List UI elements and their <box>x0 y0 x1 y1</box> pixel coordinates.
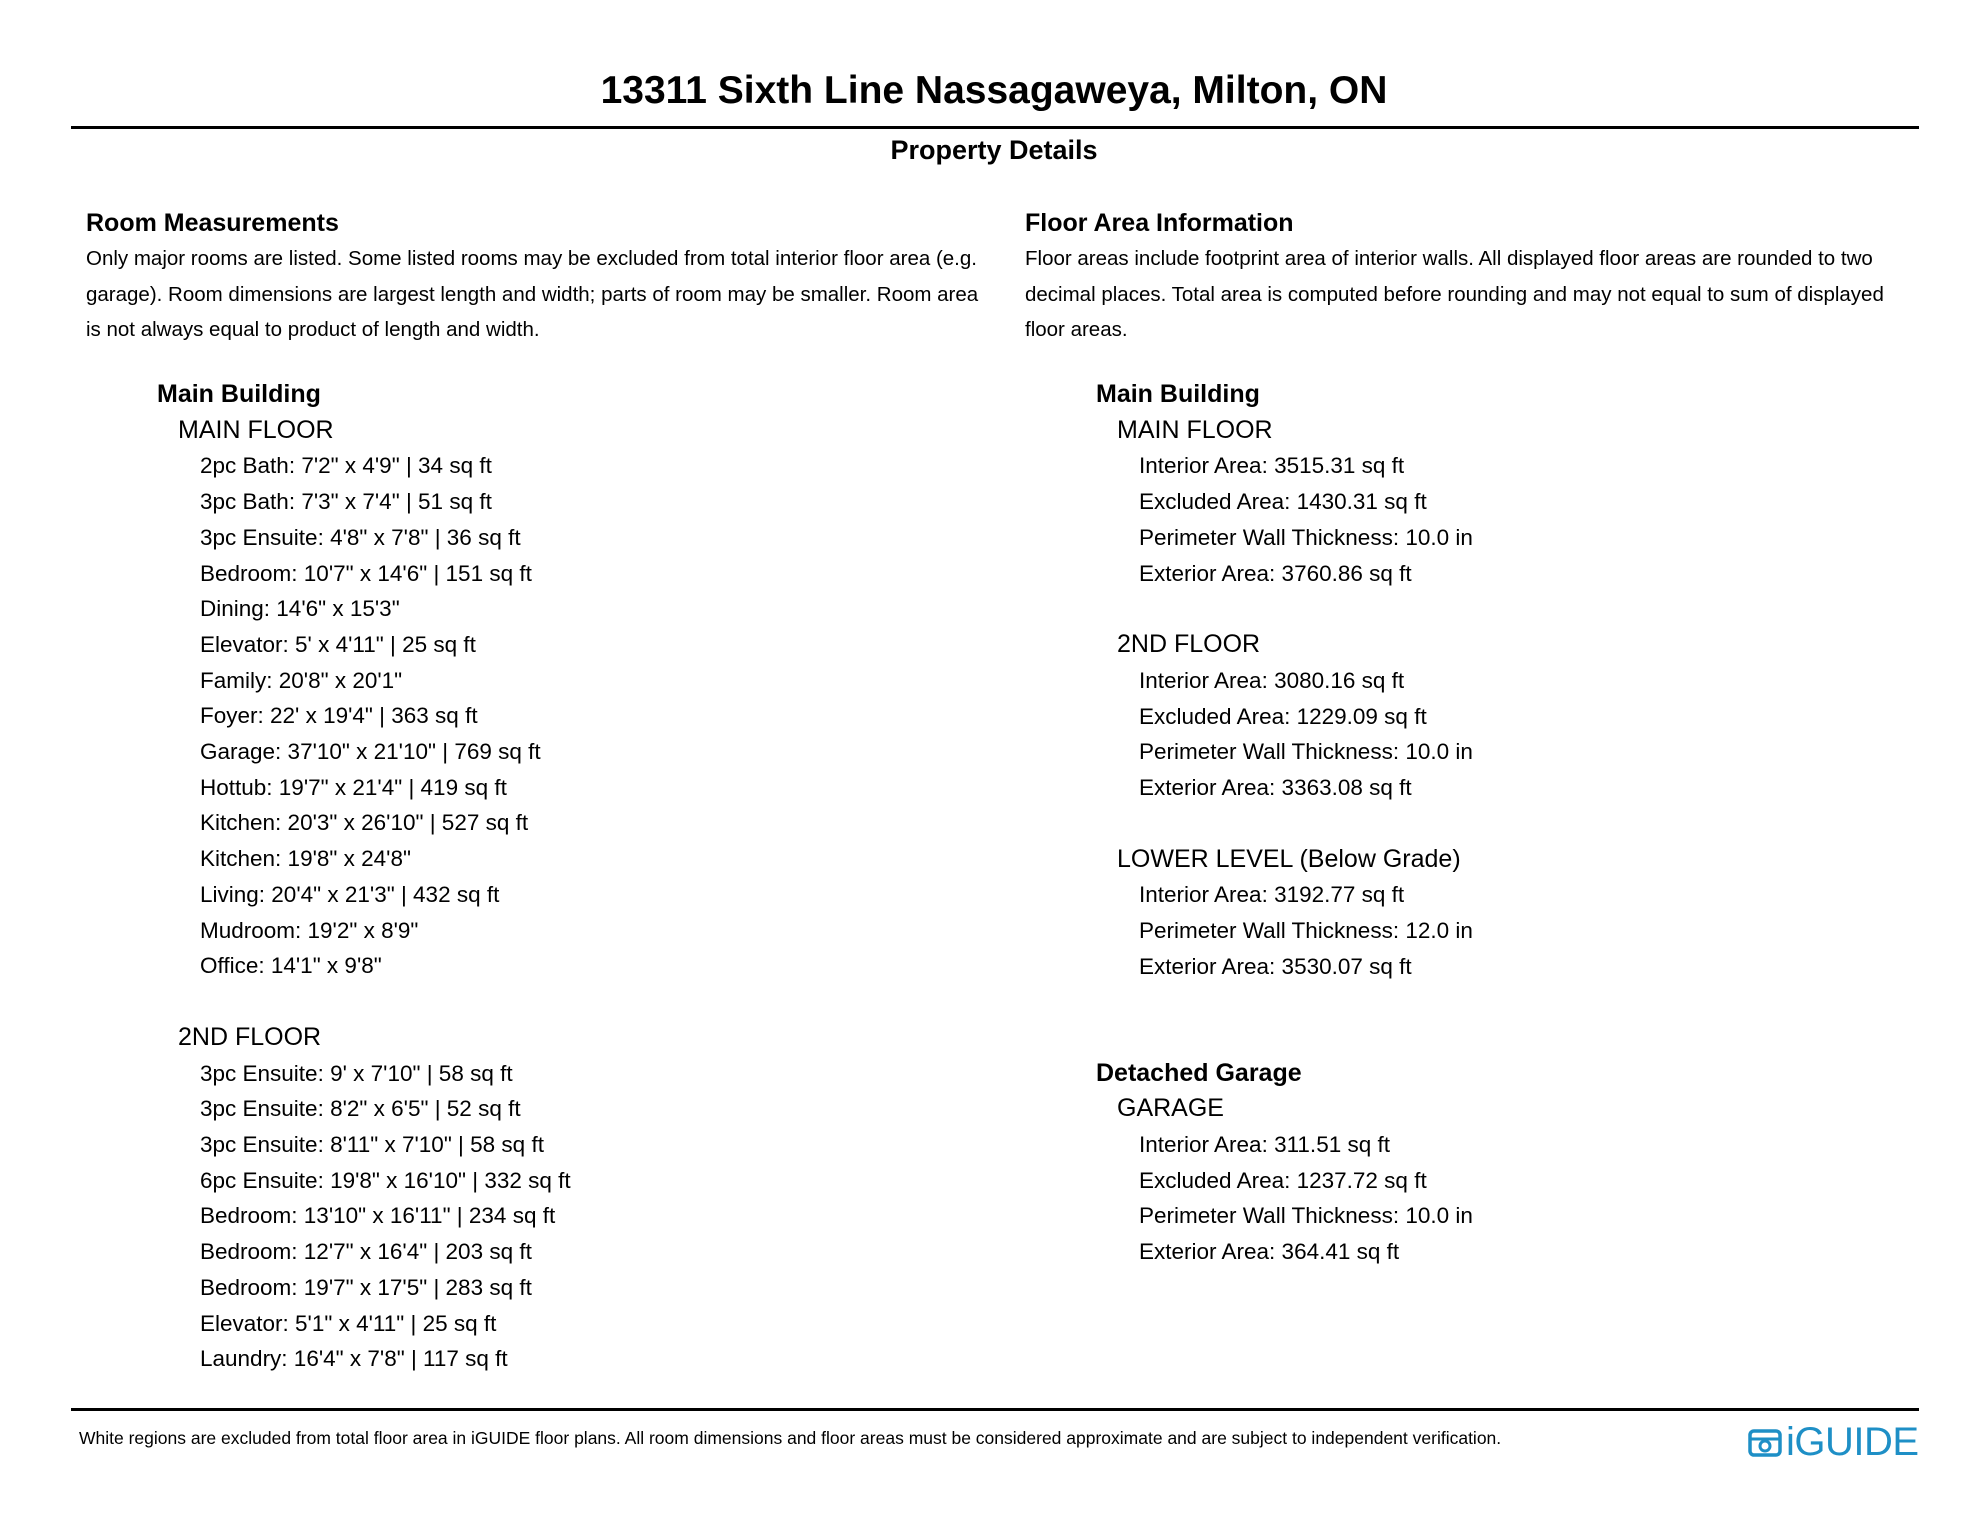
floor-name: 2ND FLOOR <box>178 1022 322 1051</box>
room-entry: Laundry: 16'4" x 7'8" | 117 sq ft <box>200 1346 508 1372</box>
page-title: 13311 Sixth Line Nassagaweya, Milton, ON <box>600 69 1388 112</box>
room-entry: 6pc Ensuite: 19'8" x 16'10" | 332 sq ft <box>200 1167 571 1193</box>
floor-name: GARAGE <box>1117 1094 1224 1123</box>
floor-group <box>1025 842 1925 985</box>
area-entry: Perimeter Wall Thickness: 10.0 in <box>1139 1203 1473 1229</box>
room-measurements-description: Only major rooms are listed. Some listed rooms may be excluded from total interior floor area (e.g. garage). Room dimensions are largest length and width; parts of room may be smaller. Room area is not always equal to product of length and width. <box>86 247 979 342</box>
room-entry: Family: 20'8" x 20'1" <box>200 667 403 693</box>
camera-icon <box>1748 1425 1782 1459</box>
room-entry: Office: 14'1" x 9'8" <box>200 953 382 979</box>
floor-name: 2ND FLOOR <box>1117 630 1261 659</box>
room-measurements-heading: Room Measurements <box>86 209 339 237</box>
floor-group <box>86 413 986 984</box>
room-entry: 3pc Ensuite: 8'2" x 6'5" | 52 sq ft <box>200 1096 521 1122</box>
room-entry: Kitchen: 20'3" x 26'10" | 527 sq ft <box>200 810 529 836</box>
floor-area-heading: Floor Area Information <box>1025 209 1294 237</box>
footer-disclaimer: White regions are excluded from total floor area in iGUIDE floor plans. All room dimensions and floor areas must be considered approximate and are subject to independent verification. <box>79 1428 1502 1448</box>
header-divider <box>71 126 1919 129</box>
building-name: Main Building <box>157 380 321 408</box>
area-entry: Exterior Area: 3530.07 sq ft <box>1139 953 1412 979</box>
floor-name: MAIN FLOOR <box>178 415 334 444</box>
room-entry: Elevator: 5' x 4'11" | 25 sq ft <box>200 631 476 657</box>
area-entry: Exterior Area: 3760.86 sq ft <box>1139 560 1412 586</box>
floor-name: MAIN FLOOR <box>1117 415 1273 444</box>
iguide-logo <box>1748 1420 1919 1464</box>
room-entry: Dining: 14'6" x 15'3" <box>200 596 400 622</box>
building-name: Main Building <box>1096 380 1260 408</box>
area-entry: Excluded Area: 1237.72 sq ft <box>1139 1167 1427 1193</box>
room-entry: Bedroom: 19'7" x 17'5" | 283 sq ft <box>200 1274 532 1300</box>
area-entry: Interior Area: 311.51 sq ft <box>1139 1131 1390 1157</box>
floor-area-section <box>1025 205 1925 1270</box>
room-entry: Bedroom: 12'7" x 16'4" | 203 sq ft <box>200 1239 532 1265</box>
area-main-building <box>1025 377 1925 985</box>
area-entry: Excluded Area: 1229.09 sq ft <box>1139 703 1427 729</box>
room-entry: 2pc Bath: 7'2" x 4'9" | 34 sq ft <box>200 453 492 479</box>
room-entry: 3pc Ensuite: 8'11" x 7'10" | 58 sq ft <box>200 1132 544 1158</box>
building-name: Detached Garage <box>1096 1058 1302 1087</box>
room-entry: Bedroom: 10'7" x 14'6" | 151 sq ft <box>200 560 532 586</box>
floor-group <box>1025 413 1925 592</box>
page-subtitle: Property Details <box>890 135 1098 165</box>
area-entry: Interior Area: 3192.77 sq ft <box>1139 882 1405 908</box>
room-entry: 3pc Bath: 7'3" x 7'4" | 51 sq ft <box>200 489 492 515</box>
room-entry: Mudroom: 19'2" x 8'9" <box>200 917 419 943</box>
room-measurements-section <box>86 205 986 1377</box>
logo-text: iGUIDE <box>1786 1420 1919 1464</box>
room-entry: Bedroom: 13'10" x 16'11" | 234 sq ft <box>200 1203 556 1229</box>
floor-area-description: Floor areas include footprint area of interior walls. All displayed floor areas are rounded to two decimal places. Total area is computed before rounding and may not equal to sum of displayed floor areas. <box>1025 247 1884 342</box>
area-entry: Exterior Area: 364.41 sq ft <box>1139 1239 1400 1265</box>
area-entry: Perimeter Wall Thickness: 12.0 in <box>1139 918 1473 944</box>
floor-name: LOWER LEVEL (Below Grade) <box>1117 844 1461 873</box>
area-entry: Interior Area: 3515.31 sq ft <box>1139 453 1405 479</box>
area-entry: Perimeter Wall Thickness: 10.0 in <box>1139 739 1473 765</box>
floor-group <box>1025 627 1925 806</box>
room-building <box>86 377 986 1377</box>
room-entry: Hottub: 19'7" x 21'4" | 419 sq ft <box>200 774 507 800</box>
area-entry: Interior Area: 3080.16 sq ft <box>1139 667 1405 693</box>
room-entry: Foyer: 22' x 19'4" | 363 sq ft <box>200 703 478 729</box>
room-entry: Living: 20'4" x 21'3" | 432 sq ft <box>200 881 500 907</box>
room-entry: 3pc Ensuite: 9' x 7'10" | 58 sq ft <box>200 1060 513 1086</box>
area-entry: Excluded Area: 1430.31 sq ft <box>1139 489 1427 515</box>
footer-divider <box>71 1408 1919 1411</box>
room-entry: 3pc Ensuite: 4'8" x 7'8" | 36 sq ft <box>200 524 521 550</box>
area-entry: Perimeter Wall Thickness: 10.0 in <box>1139 524 1473 550</box>
room-entry: Garage: 37'10" x 21'10" | 769 sq ft <box>200 739 541 765</box>
area-detached-garage <box>1025 1056 1925 1270</box>
area-entry: Exterior Area: 3363.08 sq ft <box>1139 775 1412 801</box>
floor-group <box>1025 1091 1925 1270</box>
room-entry: Elevator: 5'1" x 4'11" | 25 sq ft <box>200 1310 497 1336</box>
room-entry: Kitchen: 19'8" x 24'8" <box>200 846 411 872</box>
floor-group <box>86 1020 986 1377</box>
